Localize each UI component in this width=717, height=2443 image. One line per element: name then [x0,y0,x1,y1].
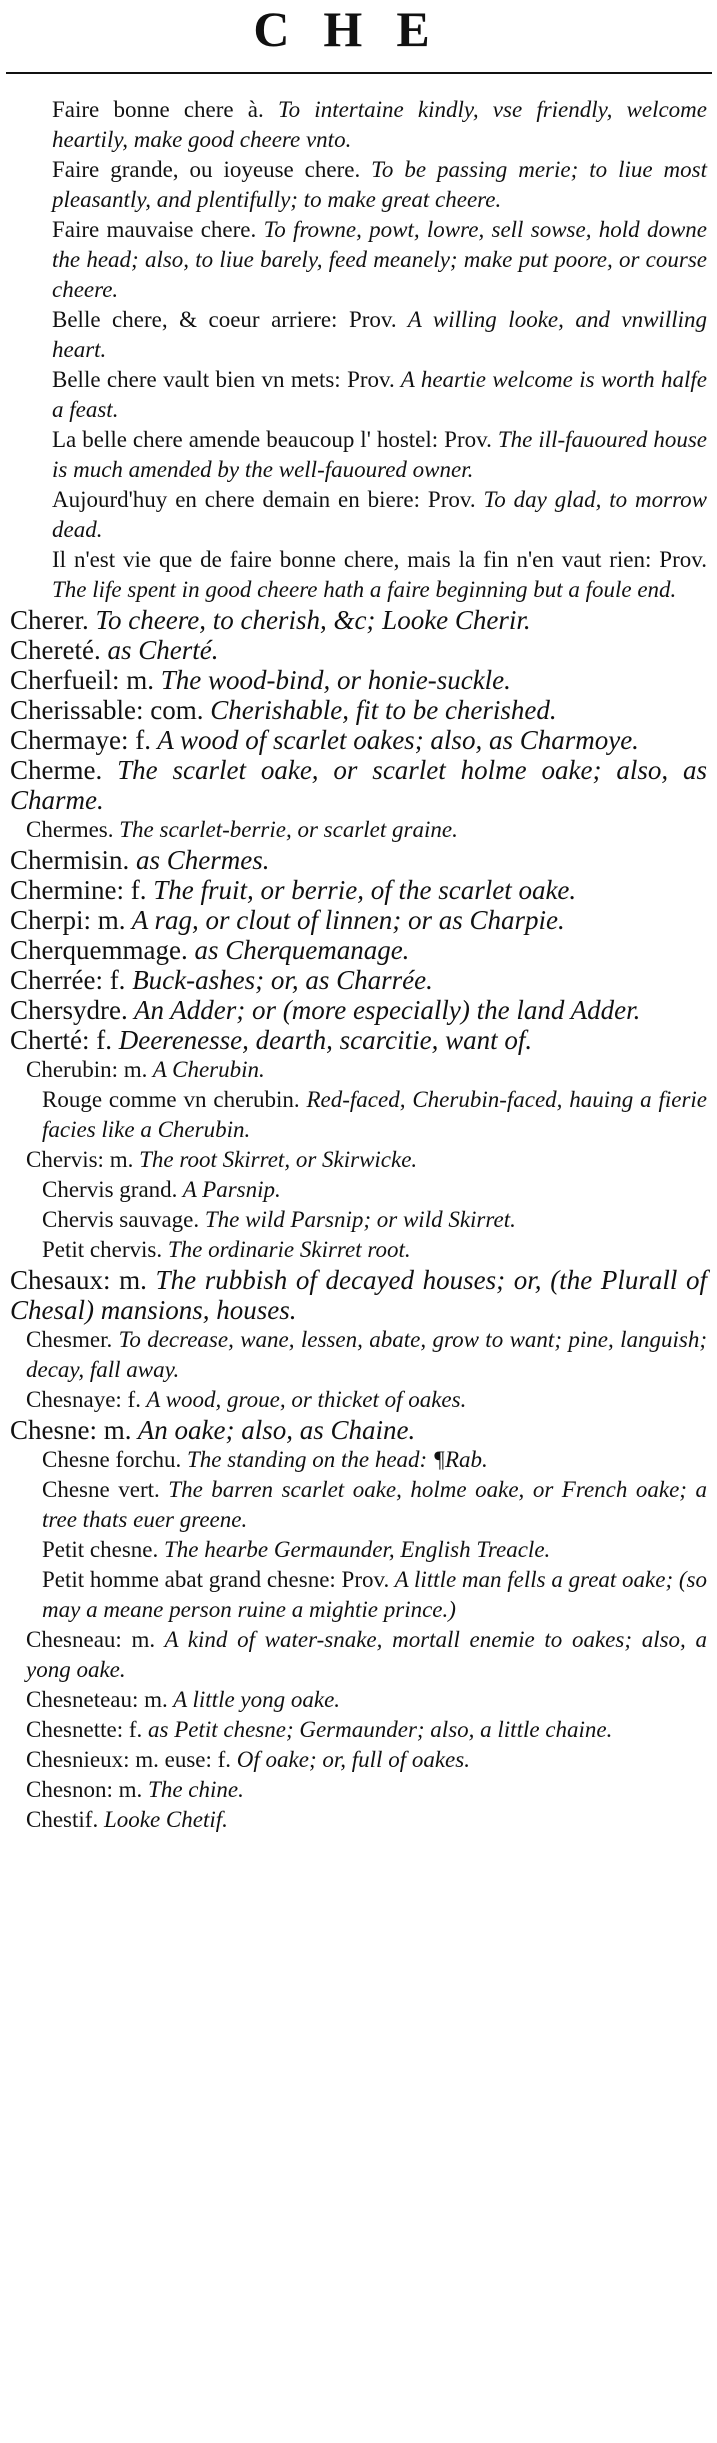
entry-gloss: An Adder; or (more especially) the land Adder. [127,995,641,1025]
dictionary-entry [0,1685,717,1715]
entry-headword: Petit chesne. [42,1537,159,1562]
dictionary-entry [0,1325,717,1385]
entry-headword: La belle chere amende beaucoup l' hostel: Prov. [52,427,492,452]
dictionary-entry [0,1385,717,1415]
entry-headword: Cherubin: m. [26,1057,148,1082]
running-head: CHE [253,1,464,57]
dictionary-entry [0,95,717,155]
entry-headword: Cherquemmage. [10,935,188,965]
dictionary-entry [0,1475,717,1535]
entry-headword: Chersydre. [10,995,128,1025]
entry-gloss: A wood of scarlet oakes; also, as Charmoye. [150,725,639,755]
entry-gloss: To be passing merie; to liue most pleasantly, and plentifully; to make great cheere. [52,157,707,212]
entry-headword: Chesneau: m. [26,1627,156,1652]
dictionary-entry [0,1055,717,1085]
entry-headword: Chestif. [26,1807,99,1832]
entry-headword: Il n'est vie que de faire bonne chere, mais la fin n'en vaut rien: Prov. [52,547,707,572]
dictionary-entry [0,1415,717,1445]
entry-headword: Cherrée: f. [10,965,126,995]
dictionary-entry [0,905,717,935]
dictionary-entry [0,1625,717,1685]
entry-gloss: The wood-bind, or honie-suckle. [153,665,511,695]
entry-gloss: To decrease, wane, lessen, abate, grow to want; pine, languish; decay, fall away. [26,1327,707,1382]
entry-gloss: as Cherté. [100,635,219,665]
entry-headword: Petit chervis. [42,1237,163,1262]
entry-headword: Chesne forchu. [42,1447,182,1472]
entry-gloss: A Cherubin. [147,1057,265,1082]
dictionary-entry [0,425,717,485]
entry-gloss: The chine. [142,1777,244,1802]
entry-headword: Chesne: m. [10,1415,132,1445]
entry-gloss: An oake; also, as Chaine. [131,1415,416,1445]
dictionary-entry [0,1085,717,1145]
dictionary-entry [0,845,717,875]
entry-gloss: To cheere, to cherish, &c; Looke Cherir. [88,605,531,635]
dictionary-entry [0,1235,717,1265]
entry-gloss: The root Skirret, or Skirwicke. [133,1147,418,1172]
entry-gloss: A Parsnip. [177,1177,281,1202]
entry-gloss: The fruit, or berrie, of the scarlet oake. [146,875,577,905]
dictionary-entry [0,695,717,725]
header-rule [6,72,712,74]
entry-gloss: To day glad, to morrow dead. [52,487,708,542]
entry-headword: Faire mauvaise chere. [52,217,257,242]
entry-gloss: Deerenesse, dearth, scarcitie, want of. [111,1025,533,1055]
entry-gloss: A rag, or clout of linnen; or as Charpie. [125,905,565,935]
dictionary-entry [0,1805,717,1835]
entry-gloss: The hearbe Germaunder, English Treacle. [158,1537,551,1562]
entry-headword: Chesne vert. [42,1477,160,1502]
dictionary-entry [0,1175,717,1205]
entry-gloss: as Cherquemanage. [187,935,410,965]
entry-gloss: The scarlet-berrie, or scarlet graine. [113,817,458,842]
dictionary-entry [0,1025,717,1055]
dictionary-entry [0,215,717,305]
dictionary-entry [0,815,717,845]
dictionary-entry [0,605,717,635]
entry-gloss: The rubbish of decayed houses; or, (the Plurall of Chesal) mansions, houses. [10,1265,707,1325]
entry-headword: Chermes. [26,817,114,842]
entry-headword: Faire grande, ou ioyeuse chere. [52,157,361,182]
entry-gloss: as Petit chesne; Germaunder; also, a little chaine. [142,1717,613,1742]
dictionary-entry [0,1535,717,1565]
dictionary-entry [0,1445,717,1475]
entry-gloss: The ordinarie Skirret root. [162,1237,411,1262]
dictionary-entry [0,1775,717,1805]
dictionary-entry [0,755,717,815]
entry-headword: Chesnon: m. [26,1777,143,1802]
entry-headword: Cherme. [10,755,103,785]
entry-headword: Cherté: f. [10,1025,112,1055]
entry-headword: Chesneteau: m. [26,1687,168,1712]
entry-headword: Faire bonne chere à. [52,97,264,122]
dictionary-entry [0,365,717,425]
entry-headword: Belle chere vault bien vn mets: Prov. [52,367,395,392]
dictionary-entry [0,725,717,755]
entry-headword: Cherer. [10,605,89,635]
entry-gloss: Buck-ashes; or, as Charrée. [125,965,433,995]
entry-gloss: The ill-fauoured house is much amended by the well-fauoured owner. [52,427,708,482]
entry-headword: Cherissable: com. [10,695,204,725]
entry-gloss: To intertaine kindly, vse friendly, welcome heartily, make good cheere vnto. [52,97,707,152]
entry-headword: Chesnaye: f. [26,1387,141,1412]
entry-headword: Chervis: m. [26,1147,134,1172]
entry-gloss: A kind of water-snake, mortall enemie to oakes; also, a yong oake. [26,1627,707,1682]
entry-gloss: A willing looke, and vnwilling heart. [52,307,707,362]
entry-gloss: Looke Chetif. [98,1807,228,1832]
entry-gloss: The barren scarlet oake, holme oake, or French oake; a tree thats euer greene. [42,1477,707,1532]
entry-headword: Chermine: f. [10,875,147,905]
entry-headword: Chermisin. [10,845,130,875]
entry-gloss: Red-faced, Cherubin-faced, hauing a fierie facies like a Cherubin. [42,1087,707,1142]
entry-headword: Belle chere, & coeur arriere: Prov. [52,307,397,332]
entry-headword: Chervis sauvage. [42,1207,200,1232]
entry-gloss: The wild Parsnip; or wild Skirret. [199,1207,516,1232]
dictionary-entry [0,1715,717,1745]
entry-headword: Chesnieux: m. euse: f. [26,1747,232,1772]
entry-list [0,95,717,1835]
entry-headword: Petit homme abat grand chesne: Prov. [42,1567,390,1592]
dictionary-entry [0,875,717,905]
entry-headword: Chereté. [10,635,101,665]
entry-headword: Cherfueil: m. [10,665,154,695]
entry-gloss: Cherishable, fit to be cherished. [203,695,557,725]
entry-headword: Aujourd'huy en chere demain en biere: Prov. [52,487,476,512]
entry-headword: Chermaye: f. [10,725,151,755]
dictionary-entry [0,1745,717,1775]
entry-gloss: as Chermes. [129,845,270,875]
entry-gloss: The life spent in good cheere hath a faire beginning but a foule end. [52,577,677,602]
dictionary-entry [0,155,717,215]
entry-headword: Chervis grand. [42,1177,178,1202]
dictionary-entry [0,635,717,665]
entry-headword: Cherpi: m. [10,905,126,935]
entry-headword: Chesmer. [26,1327,113,1352]
entry-gloss: A wood, groue, or thicket of oakes. [140,1387,467,1412]
entry-gloss: To frowne, powt, lowre, sell sowse, hold downe the head; also, to liue barely, feed meanely; make put poore, or course cheere. [52,217,707,302]
dictionary-entry [0,1265,717,1325]
dictionary-entry [0,1205,717,1235]
entry-headword: Rouge comme vn cherubin. [42,1087,300,1112]
dictionary-entry [0,305,717,365]
entry-gloss: A little yong oake. [167,1687,341,1712]
entry-gloss: The scarlet oake, or scarlet holme oake; also, as Charme. [10,755,707,815]
dictionary-entry [0,665,717,695]
entry-gloss: Of oake; or, full of oakes. [231,1747,470,1772]
dictionary-entry [0,1565,717,1625]
dictionary-entry [0,935,717,965]
entry-headword: Chesaux: m. [10,1265,147,1295]
dictionary-entry [0,545,717,605]
dictionary-entry [0,965,717,995]
dictionary-entry [0,995,717,1025]
dictionary-entry [0,485,717,545]
entry-headword: Chesnette: f. [26,1717,143,1742]
dictionary-entry [0,1145,717,1175]
entry-gloss: A little man fells a great oake; (so may a meane person ruine a mightie prince.) [42,1567,707,1622]
entry-gloss: A heartie welcome is worth halfe a feast. [52,367,708,422]
entry-gloss: The standing on the head: ¶Rab. [181,1447,488,1472]
